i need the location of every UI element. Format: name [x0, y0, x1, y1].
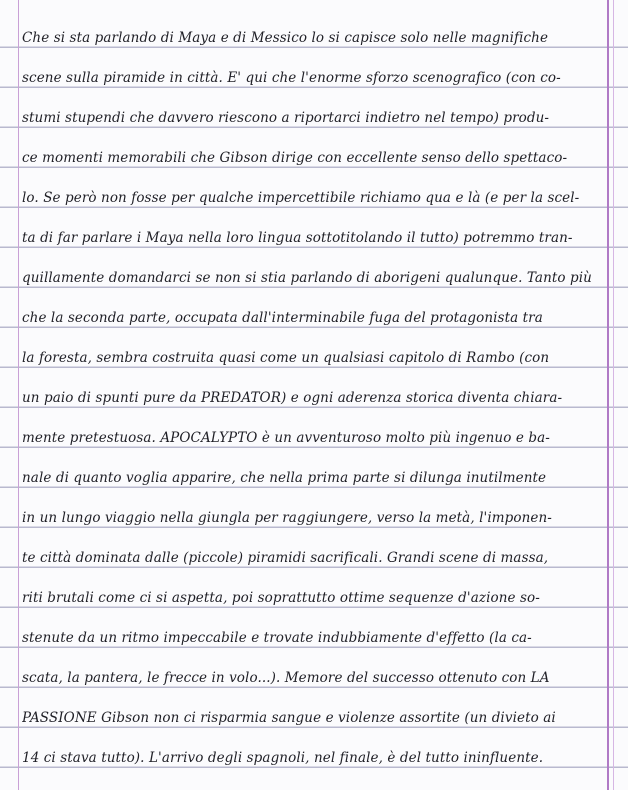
text-line: PASSIONE Gibson non ci risparmia sangue e violenze assortite (un divieto ai	[22, 710, 556, 726]
text-line: lo. Se però non fosse per qualche impercettibile richiamo qua e là (e per la scel-	[22, 190, 580, 206]
left-margin-line	[18, 0, 19, 790]
text-line: un paio di spunti pure da PREDATOR) e ogni aderenza storica diventa chiara-	[22, 390, 563, 406]
text-line: in un lungo viaggio nella giungla per raggiungere, verso la metà, l'imponen-	[22, 510, 552, 526]
text-line: scata, la pantera, le frecce in volo...). Memore del successo ottenuto con LA	[22, 670, 550, 686]
text-line: stumi stupendi che davvero riescono a riportarci indietro nel tempo) produ-	[22, 110, 550, 126]
text-line: ce momenti memorabili che Gibson dirige con eccellente senso dello spettaco-	[22, 150, 568, 166]
text-line: 14 ci stava tutto). L'arrivo degli spagnoli, nel finale, è del tutto ininfluente.	[22, 750, 544, 766]
text-line: Che si sta parlando di Maya e di Messico lo si capisce solo nelle magnifiche	[22, 30, 549, 46]
text-line: te città dominata dalle (piccole) piramidi sacrificali. Grandi scene di massa,	[22, 550, 549, 566]
right-margin-line-secondary	[613, 0, 614, 790]
text-line: scene sulla piramide in città. E' qui che l'enorme sforzo scenografico (con co-	[22, 70, 561, 86]
text-line: ta di far parlare i Maya nella loro lingua sottotitolando il tutto) potremmo tran-	[22, 230, 573, 246]
text-line: mente pretestuosa. APOCALYPTO è un avventuroso molto più ingenuo e ba-	[22, 430, 550, 446]
text-line: quillamente domandarci se non si stia parlando di aborigeni qualunque. Tanto più	[22, 270, 592, 286]
right-margin-line	[607, 0, 609, 790]
text-line: che la seconda parte, occupata dall'interminabile fuga del protagonista tra	[22, 310, 543, 326]
text-line: riti brutali come ci si aspetta, poi soprattutto ottime sequenze d'azione so-	[22, 590, 540, 606]
text-line: la foresta, sembra costruita quasi come un qualsiasi capitolo di Rambo (con	[22, 350, 550, 366]
text-line: stenute da un ritmo impeccabile e trovate indubbiamente d'effetto (la ca-	[22, 630, 532, 646]
handwritten-text	[22, 18, 607, 778]
text-line: nale di quanto voglia apparire, che nella prima parte si dilunga inutilmente	[22, 470, 547, 486]
